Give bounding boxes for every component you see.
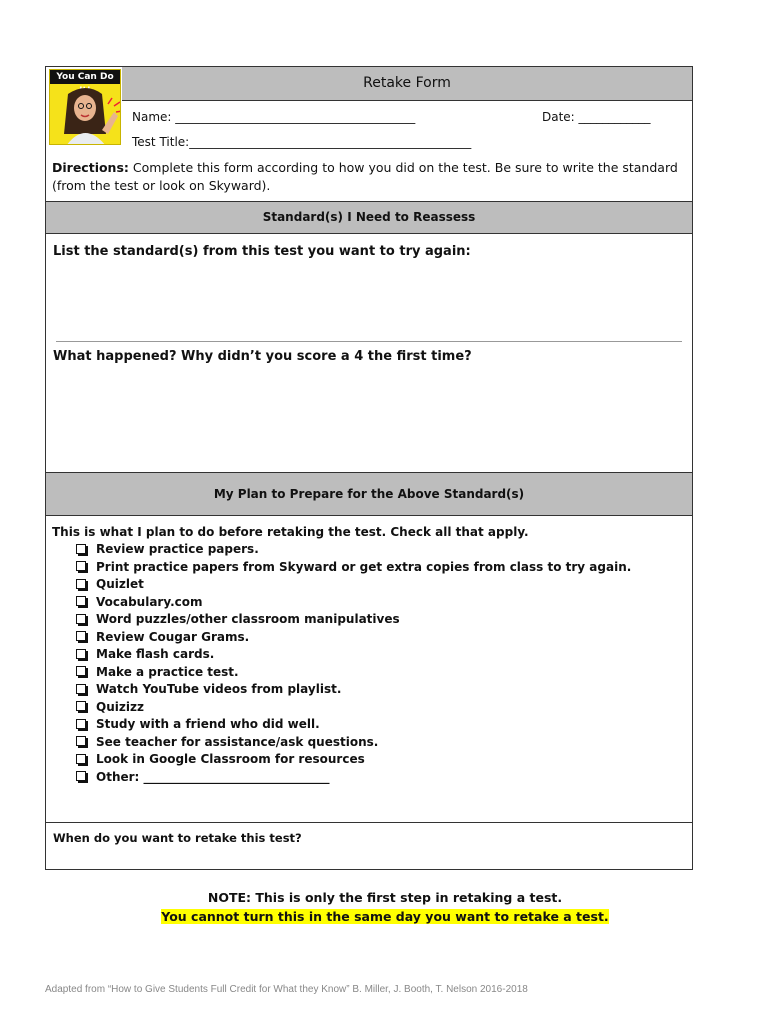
divider — [46, 822, 692, 823]
checkbox-icon[interactable] — [76, 579, 86, 589]
checklist-item[interactable]: Quizlet — [52, 576, 631, 594]
checkbox-icon[interactable] — [76, 701, 86, 711]
divider — [56, 341, 682, 342]
section-plan-header: My Plan to Prepare for the Above Standard(s) — [46, 472, 692, 516]
you-can-do-it-logo — [49, 69, 121, 145]
section-standards-header: Standard(s) I Need to Reassess — [46, 201, 692, 234]
note-line-1: NOTE: This is only the first step in retaking a test. — [207, 890, 563, 905]
retake-date-question: When do you want to retake this test? — [53, 831, 302, 845]
checkbox-icon[interactable] — [76, 666, 86, 676]
checkbox-icon[interactable] — [76, 596, 86, 606]
checklist-item[interactable]: Print practice papers from Skyward or get extra copies from class to try again. — [52, 559, 631, 577]
what-happened-question: What happened? Why didn’t you score a 4 the first time? — [53, 349, 472, 364]
checklist-item[interactable]: Make a practice test. — [52, 664, 631, 682]
bitmoji-icon — [50, 84, 121, 145]
note-line-2: You cannot turn this in the same day you want to retake a test. — [161, 909, 609, 924]
logo-banner: You Can Do — [50, 70, 120, 84]
checklist-item[interactable]: Look in Google Classroom for resources — [52, 751, 631, 769]
date-field[interactable]: Date: ____________ — [542, 110, 651, 124]
directions — [52, 159, 688, 195]
checkbox-icon[interactable] — [76, 561, 86, 571]
checkbox-icon[interactable] — [76, 544, 86, 554]
checklist-item[interactable]: Watch YouTube videos from playlist. — [52, 681, 631, 699]
form-title: Retake Form — [122, 67, 692, 101]
checklist-item[interactable]: See teacher for assistance/ask questions. — [52, 734, 631, 752]
checkbox-icon[interactable] — [76, 736, 86, 746]
checkbox-icon[interactable] — [76, 631, 86, 641]
checklist-item[interactable]: Quizizz — [52, 699, 631, 717]
checklist-intro: This is what I plan to do before retaking the test. Check all that apply. — [52, 525, 529, 539]
checkbox-icon[interactable] — [76, 719, 86, 729]
checkbox-icon[interactable] — [76, 649, 86, 659]
checkbox-icon[interactable] — [76, 614, 86, 624]
checkbox-icon[interactable] — [76, 771, 86, 781]
checkbox-icon[interactable] — [76, 684, 86, 694]
directions-text: Complete this form according to how you did on the test. Be sure to write the standard (from the test or look on Skyward). — [52, 160, 678, 193]
footer-citation: Adapted from “How to Give Students Full Credit for What they Know” B. Miller, J. Booth, T. Nelson 2016-2018 — [45, 984, 528, 995]
checklist-item[interactable]: Word puzzles/other classroom manipulatives — [52, 611, 631, 629]
name-field[interactable]: Name: ________________________________________ — [132, 110, 416, 124]
directions-label: Directions: — [52, 160, 129, 175]
checklist-item[interactable]: Vocabulary.com — [52, 594, 631, 612]
test-title-field[interactable]: Test Title:_______________________________________________ — [132, 135, 472, 149]
checklist-item[interactable]: Review practice papers. — [52, 541, 631, 559]
plan-checklist — [52, 525, 631, 786]
retake-form — [45, 66, 693, 870]
checklist-item[interactable]: Make flash cards. — [52, 646, 631, 664]
checklist-item[interactable]: Study with a friend who did well. — [52, 716, 631, 734]
standards-question: List the standard(s) from this test you want to try again: — [53, 244, 471, 259]
checkbox-icon[interactable] — [76, 754, 86, 764]
checklist-item[interactable]: Review Cougar Grams. — [52, 629, 631, 647]
checklist-item[interactable]: Other: _______________________________ — [52, 769, 631, 787]
